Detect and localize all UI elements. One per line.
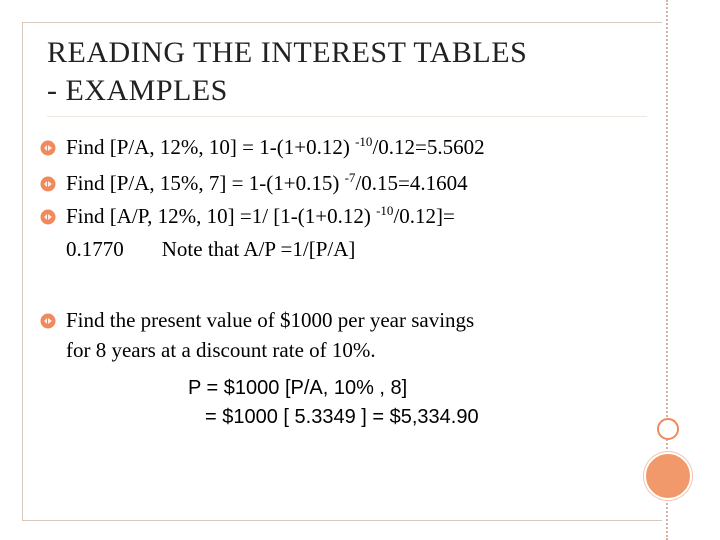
item-text	[66, 203, 455, 230]
item-text: Find the present value of $1000 per year savings	[66, 308, 475, 332]
item-formula: Find [A/P, 12%, 10] =1/ [1-(1+0.12)	[66, 204, 377, 228]
item-formula: Find [P/A, 15%, 7] = 1-(1+0.15)	[66, 171, 345, 195]
title-divider	[47, 116, 647, 117]
decorative-small-circle-icon	[657, 418, 679, 440]
frame-top-border	[22, 22, 662, 23]
frame-left-border	[22, 22, 23, 520]
decorative-large-circle-icon	[644, 452, 692, 500]
item-exponent: -10	[376, 203, 394, 218]
item-value: 0.1770	[66, 237, 124, 261]
formula-line-1: P = $1000 [P/A, 10% , 8]	[188, 377, 408, 399]
bullet-icon	[40, 313, 56, 329]
bullet-icon	[40, 209, 56, 225]
title-line-1: READING THE INTEREST TABLES	[47, 36, 528, 69]
item-text	[66, 170, 468, 197]
item-result: /0.15=4.1604	[355, 171, 468, 195]
item-formula: Find [P/A, 12%, 10] = 1-(1+0.12)	[66, 135, 356, 159]
item-continuation: for 8 years at a discount rate of 10%.	[66, 338, 376, 362]
item-exponent: -7	[344, 170, 356, 185]
item-result: /0.12=5.5602	[372, 135, 485, 159]
item-note: Note that A/P =1/[P/A]	[161, 237, 356, 261]
item-result: /0.12]=	[393, 204, 455, 228]
formula-line-2: = $1000 [ 5.3349 ] = $5,334.90	[205, 406, 479, 428]
slide-title	[47, 34, 637, 110]
item-continuation	[66, 236, 355, 263]
item-text	[66, 134, 485, 161]
bullet-icon	[40, 140, 56, 156]
frame-bottom-border	[22, 520, 662, 521]
bullet-icon	[40, 176, 56, 192]
item-exponent: -10	[355, 134, 373, 149]
title-line-2: - EXAMPLES	[47, 74, 228, 107]
